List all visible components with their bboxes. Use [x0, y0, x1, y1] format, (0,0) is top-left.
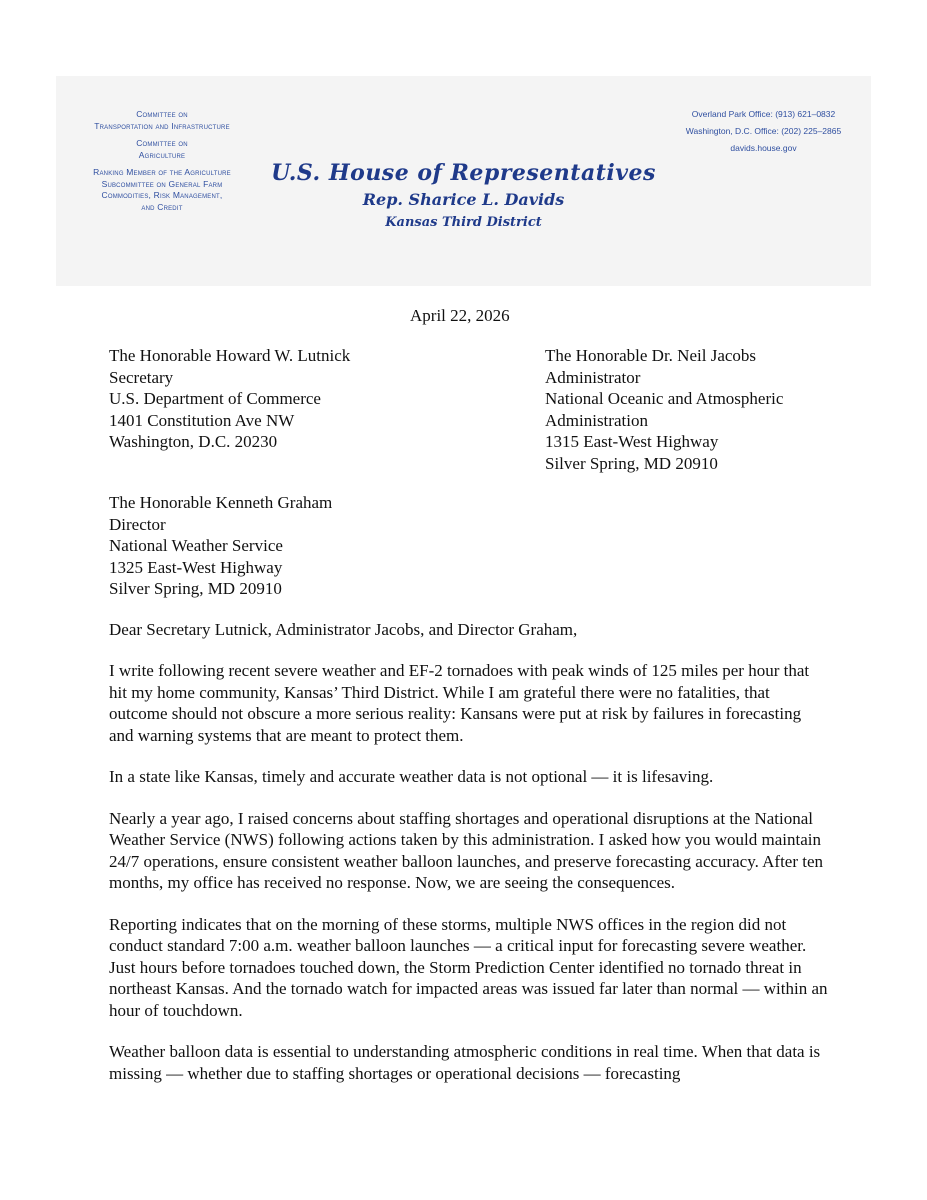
paragraph: In a state like Kansas, timely and accurate weather data is not optional — it is lifesaving. [109, 767, 714, 786]
recipient-jacobs: The Honorable Dr. Neil Jacobs Administrator National Oceanic and Atmospheric Administration 1315 East-West Highway Silver Spring, MD 20910 [545, 346, 784, 473]
website: davids.house.gov [730, 143, 797, 153]
committee-transportation: Committee on Transportation and Infrastructure [94, 109, 230, 131]
letterhead [56, 76, 871, 286]
letter-body [109, 660, 829, 1104]
overland-park-office: Overland Park Office: (913) 621–0832 [691, 109, 836, 119]
committee-agriculture: Committee on Agriculture [136, 138, 188, 160]
district-name: Kansas Third District [385, 215, 542, 230]
letter-date: April 22, 2026 [410, 306, 510, 325]
ranking-member-role: Ranking Member of the Agriculture Subcommittee on General Farm Commodities, Risk Management, and Credit [93, 167, 231, 212]
recipient-lutnick: The Honorable Howard W. Lutnick Secretary U.S. Department of Commerce 1401 Constitution Ave NW Washington, D.C. 20230 [109, 346, 351, 451]
paragraph: Reporting indicates that on the morning of these storms, multiple NWS offices in the region did not conduct standard 7:00 a.m. weather balloon launches — a critical input for forecasting severe weather. Just hours before tornadoes touched down, the Storm Prediction Center identified no tornado threat in northeast Kansas. And the tornado watch for impacted areas was issued far later than normal — within an hour of touchdown. [109, 914, 828, 1020]
paragraph: Nearly a year ago, I raised concerns about staffing shortages and operational disruptions at the National Weather Service (NWS) following actions taken by this administration. I asked how you would maintain 24/7 operations, ensure consistent weather balloon launches, and preserve forecasting accuracy. After ten months, my office has received no response. Now, we are seeing the consequences. [109, 808, 824, 892]
recipient-graham: The Honorable Kenneth Graham Director National Weather Service 1325 East-West Highway Silver Spring, MD 20910 [109, 493, 333, 598]
house-title: U.S. House of Representatives [271, 160, 656, 186]
paragraph: Weather balloon data is essential to understanding atmospheric conditions in real time. When that data is missing — whether due to staffing shortages or operational decisions — forecasting [109, 1042, 821, 1083]
salutation: Dear Secretary Lutnick, Administrator Jacobs, and Director Graham, [109, 620, 578, 639]
committee-list [62, 109, 262, 219]
washington-office: Washington, D.C. Office: (202) 225–2865 [685, 126, 842, 136]
office-contacts [666, 109, 861, 160]
representative-name: Rep. Sharice L. Davids [362, 190, 565, 209]
paragraph: I write following recent severe weather and EF-2 tornadoes with peak winds of 125 miles per hour that hit my home community, Kansas’ Third District. While I am grateful there were no fatalities, that outcome should not obscure a more serious reality: Kansans were put at risk by failures in forecasting and warning systems that are meant to protect them. [109, 661, 810, 745]
letterhead-title-block [256, 158, 671, 234]
